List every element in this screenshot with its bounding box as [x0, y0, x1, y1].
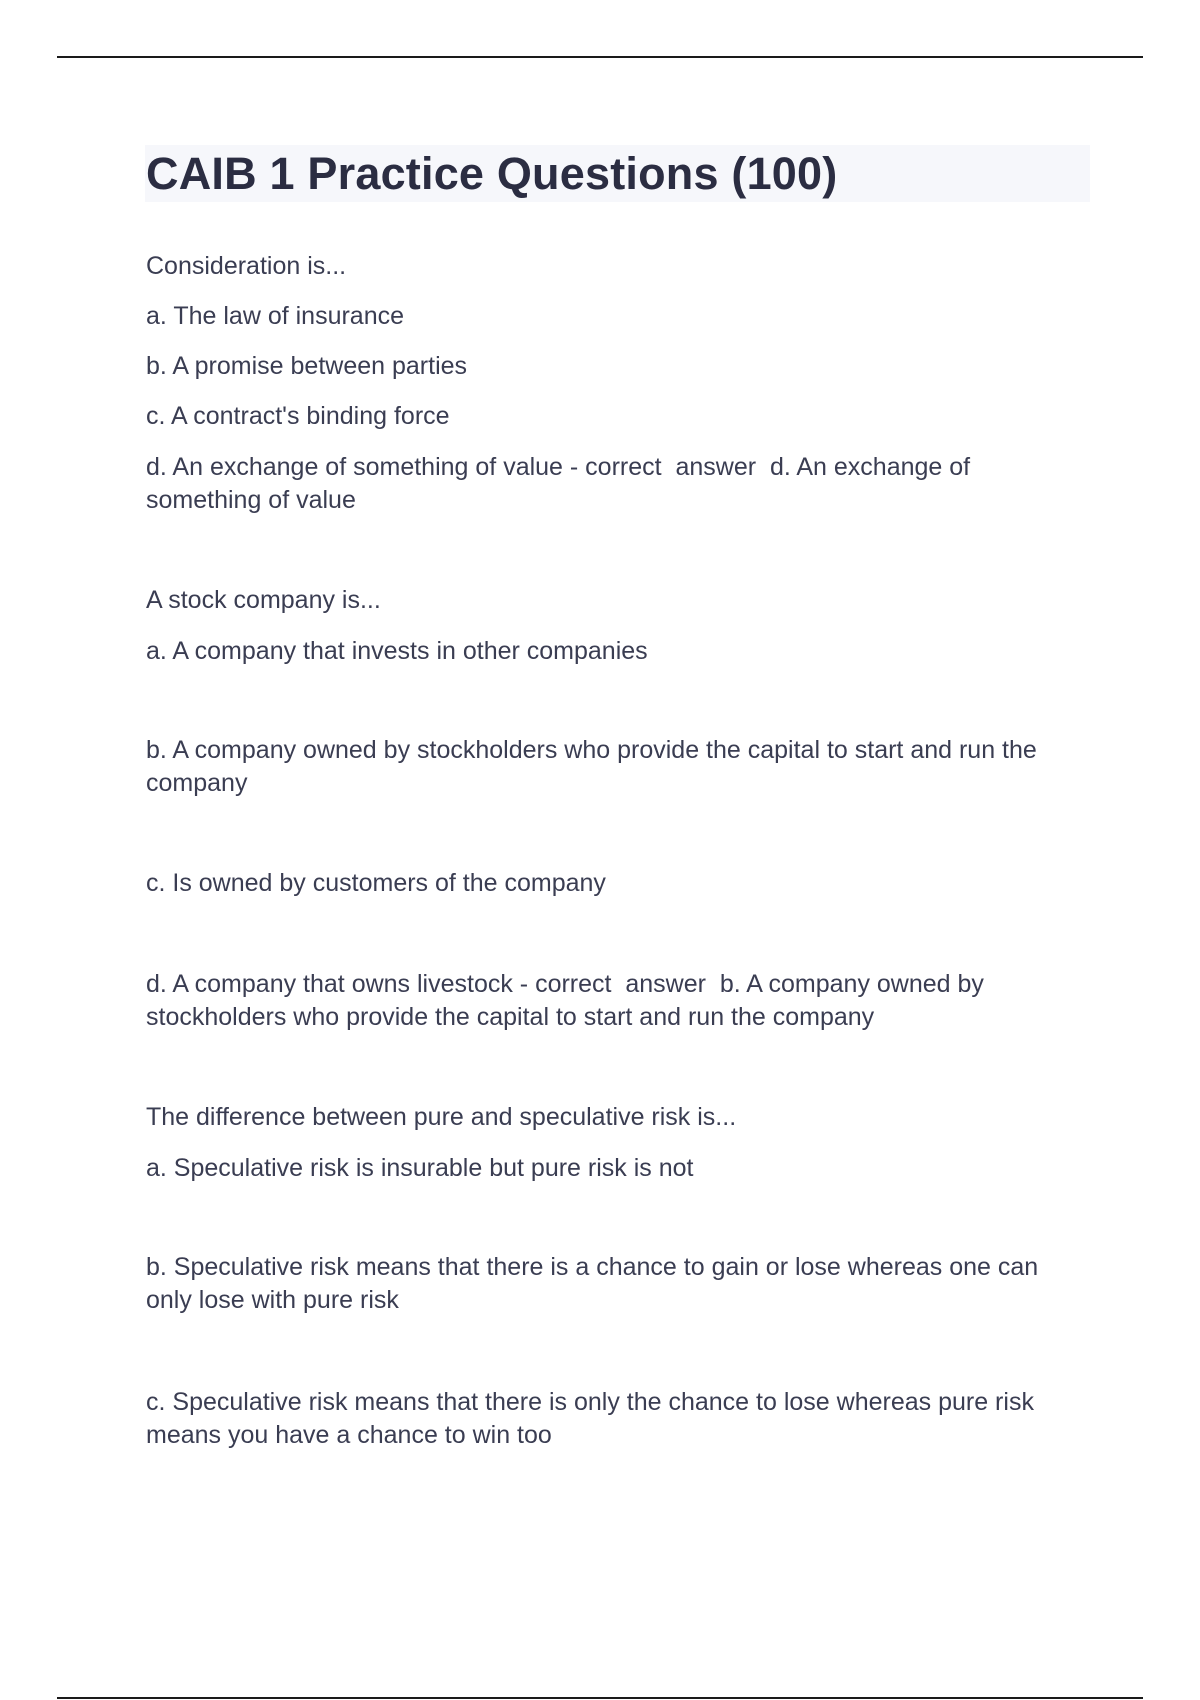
question-1-option-c: c. A contract's binding force	[146, 402, 450, 430]
question-3-option-b: b. Speculative risk means that there is a chance to gain or lose whereas one can only lose with pure risk	[146, 1253, 1046, 1314]
question-1-option-b: b. A promise between parties	[146, 352, 468, 380]
question-3-option-c: c. Speculative risk means that there is only the chance to lose whereas pure risk means you have a chance to win too	[146, 1388, 1041, 1449]
header-rule	[57, 56, 1143, 58]
question-2-option-b: b. A company owned by stockholders who provide the capital to start and run the company	[146, 736, 1044, 797]
question-3-option-a: a. Speculative risk is insurable but pure risk is not	[146, 1154, 694, 1182]
question-1-prompt: Consideration is...	[146, 252, 347, 280]
question-1-option-d-answer: d. An exchange of something of value - correct answer d. An exchange of something of value	[146, 453, 978, 514]
page-title: CAIB 1 Practice Questions (100)	[146, 148, 838, 199]
question-2-option-d-answer: d. A company that owns livestock - correct answer b. A company owned by stockholders who provide the capital to start and run the company	[146, 970, 991, 1031]
question-1-option-a: a. The law of insurance	[146, 302, 405, 330]
footer-rule	[57, 1697, 1143, 1699]
question-3-prompt: The difference between pure and speculative risk is...	[146, 1103, 737, 1131]
question-2-option-c: c. Is owned by customers of the company	[146, 869, 606, 897]
question-2-prompt: A stock company is...	[146, 586, 381, 614]
question-2-option-a: a. A company that invests in other companies	[146, 637, 648, 665]
